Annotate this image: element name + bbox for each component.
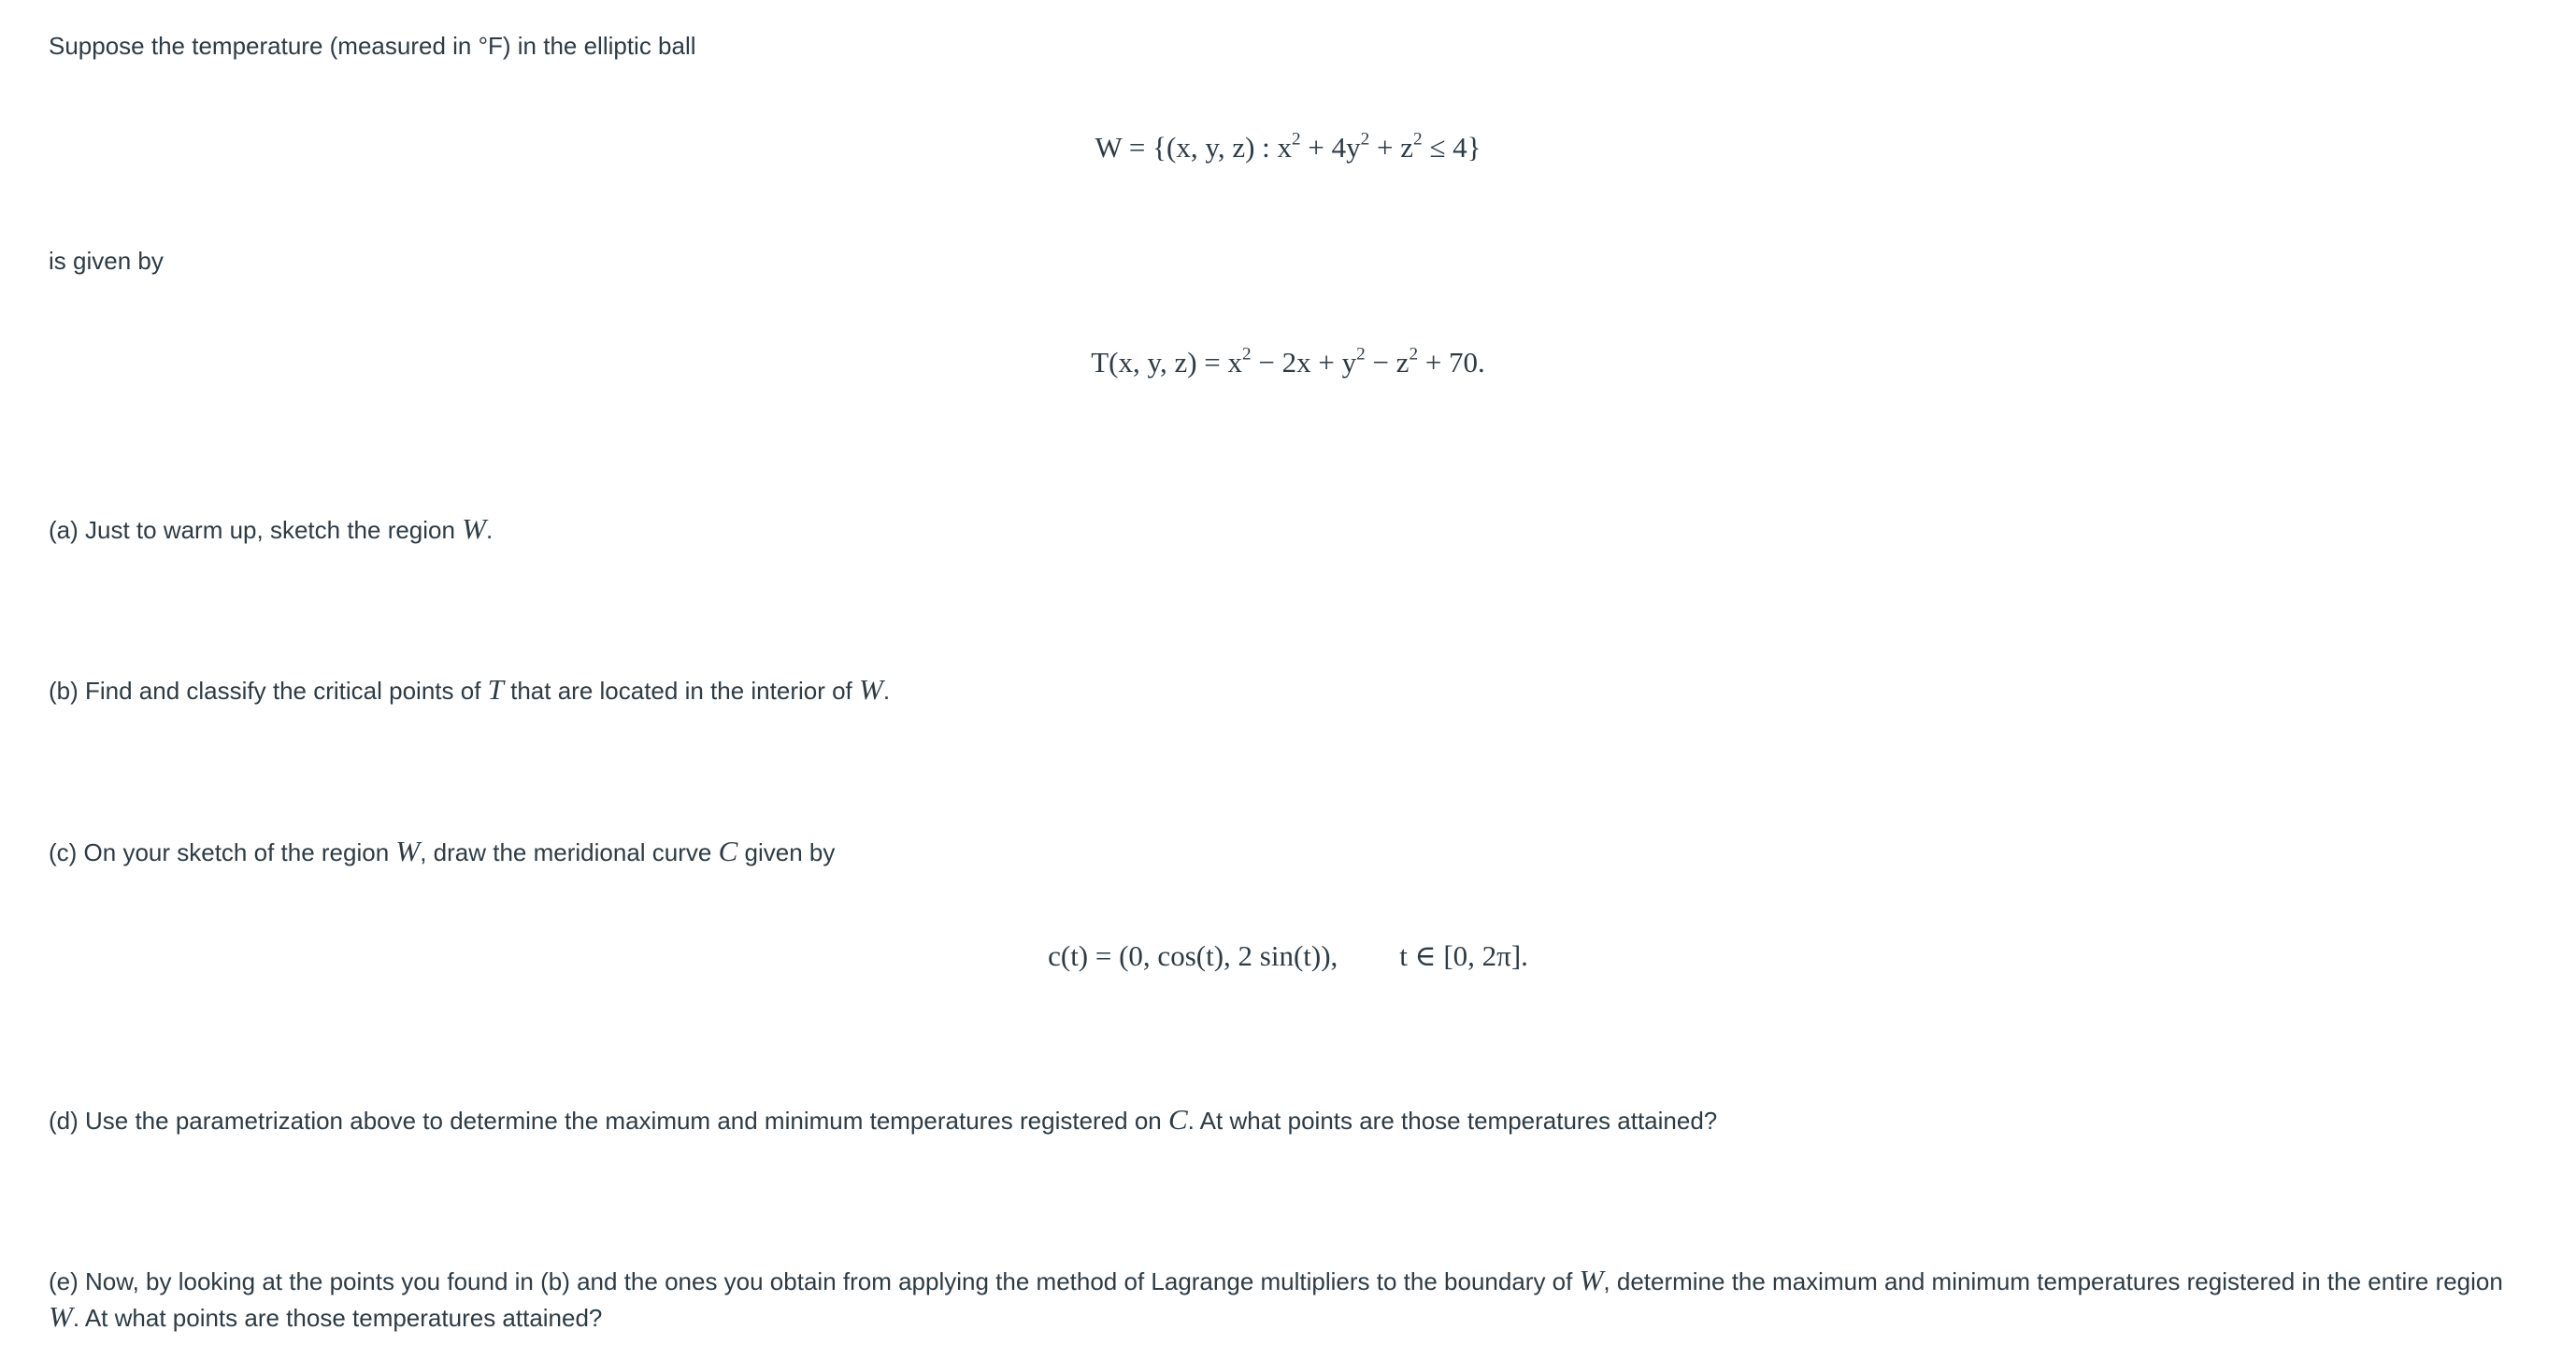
- part-e-suffix: . At what points are those temperatures attained?: [72, 1304, 603, 1332]
- part-c-middle: , draw the meridional curve: [420, 838, 719, 866]
- intro-text-content: Suppose the temperature (measured in °F) in the elliptic ball: [49, 32, 696, 60]
- part-a-prefix: (a) Just to warm up, sketch the region: [49, 516, 463, 544]
- equation-curve-text: c(t) = (0, cos(t), 2 sin(t)),: [1048, 939, 1338, 972]
- part-c-var-w: W: [395, 835, 421, 867]
- part-b-var-w: W: [859, 673, 883, 706]
- part-a-suffix: .: [486, 516, 494, 544]
- equation-region-w-text: W = {(x, y, z) : $x^2 + 4y^2 + z^2 \le 4$}: [1095, 129, 1481, 164]
- part-e: [49, 1263, 2535, 1336]
- equation-temperature: [0, 346, 2576, 379]
- part-c: [49, 834, 835, 870]
- given-by-text-content: is given by: [49, 247, 164, 275]
- equation-temperature-text: T(x, y, $z) = x^2 - 2x + y^2 - z^2 + 70$.: [1091, 344, 1485, 379]
- part-e-prefix: (e) Now, by looking at the points you found in (b) and the ones you obtain from applying the method of Lagrange multipliers to the boundary of: [49, 1267, 1580, 1295]
- part-c-var-c: C: [718, 835, 738, 867]
- part-d-prefix: (d) Use the parametrization above to determine the maximum and minimum temperatures registered on: [49, 1107, 1168, 1135]
- part-c-suffix: given by: [737, 838, 836, 866]
- equation-region-w: [0, 131, 2576, 165]
- part-b-middle: that are located in the interior of: [503, 677, 860, 705]
- equation-curve: [0, 939, 2576, 973]
- part-a: [49, 511, 493, 548]
- equation-curve-domain: t ∈ [0, 2π].: [1399, 939, 1528, 972]
- part-a-var-w: W: [462, 512, 487, 545]
- part-d: [49, 1102, 1717, 1138]
- part-d-suffix: . At what points are those temperatures attained?: [1187, 1107, 1718, 1135]
- part-b-prefix: (b) Find and classify the critical points of: [49, 677, 488, 705]
- part-b: [49, 672, 890, 708]
- part-b-var-t: T: [487, 673, 504, 706]
- intro-text: [49, 28, 696, 64]
- part-e-var-w2: W: [49, 1300, 73, 1333]
- part-e-middle: , determine the maximum and minimum temperatures registered in the entire region: [1603, 1267, 2503, 1295]
- part-c-prefix: (c) On your sketch of the region: [49, 838, 396, 866]
- part-e-var-w1: W: [1579, 1264, 1604, 1296]
- part-d-var-c: C: [1167, 1103, 1188, 1136]
- part-b-suffix: .: [882, 677, 891, 705]
- given-by-text: [49, 243, 164, 279]
